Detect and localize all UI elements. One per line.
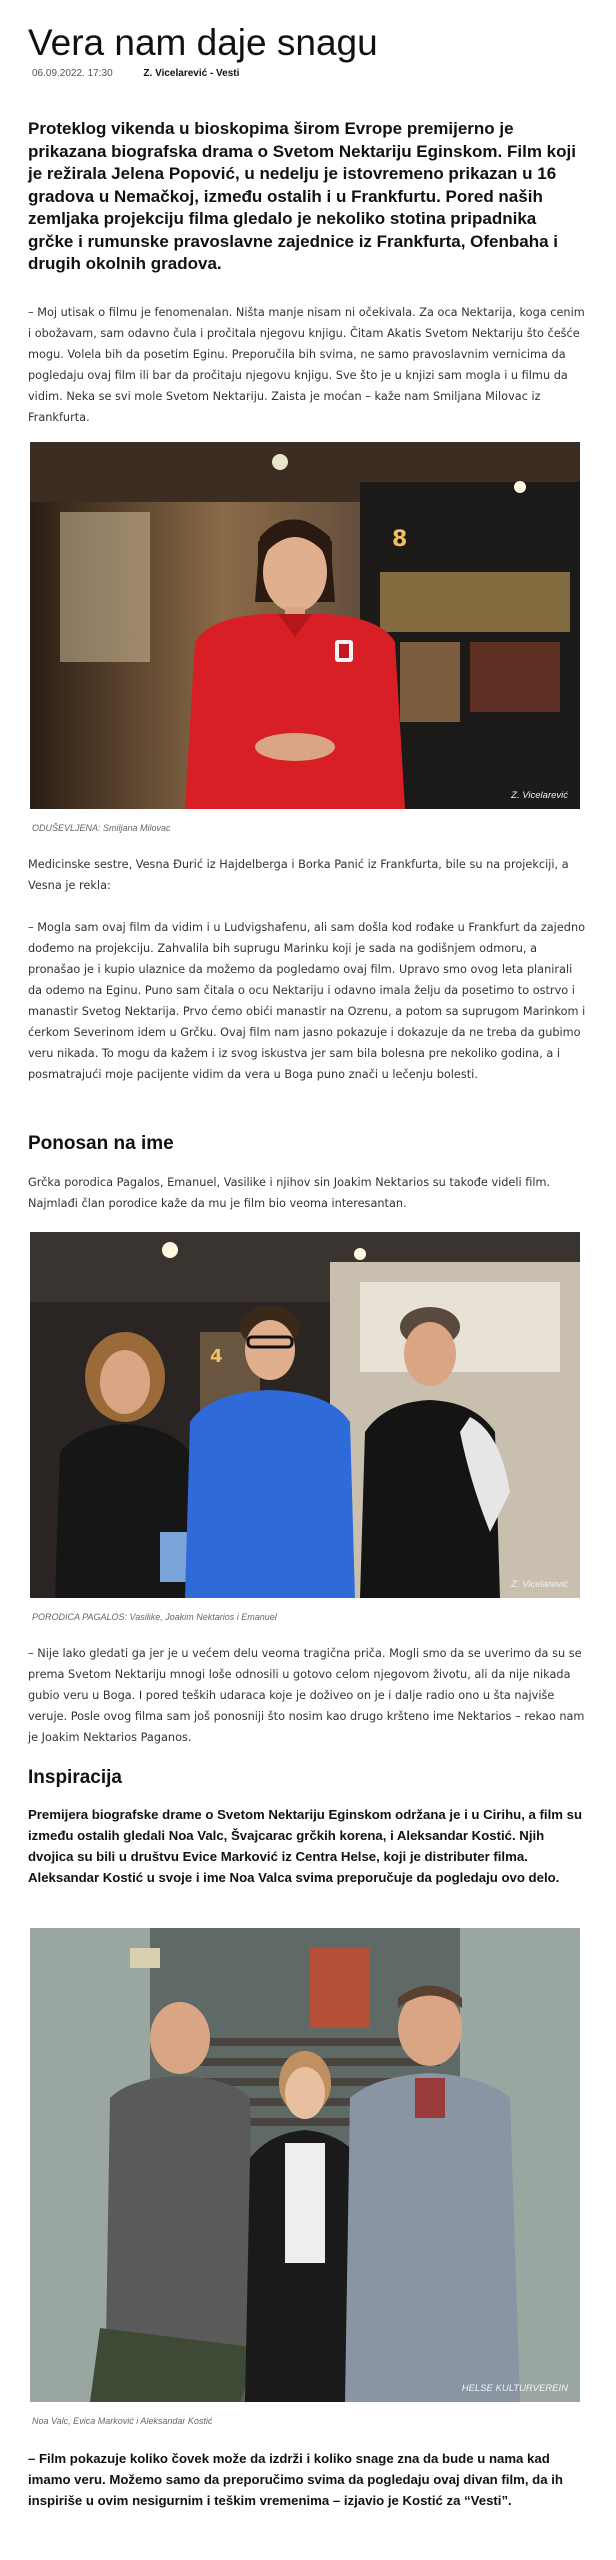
photo-valc-markovic-kostic bbox=[30, 1928, 580, 2402]
paragraph-2: Medicinske sestre, Vesna Đurić iz Hajdelberga i Borka Panić iz Frankfurta, bile su na projekciji, a Vesna je rekla: bbox=[28, 858, 569, 892]
photo-credit: HELSE KULTURVEREIN bbox=[461, 2383, 568, 2394]
paragraph-5: – Nije lako gledati ga jer je u većem delu veoma tragična priča. Mogli smo da se uverimo da su se prema Svetom Nektariju mnogi loše odnosili u gotovo celom njegovom životu, ali da nije nikada gubio veru u Boga. I pored teških udaraca koje je doživeo on je i dalje radio ono u šta najviše veruje. Posle ovog filma sam još ponosniji što nosim kao drugo kršteno ime Nektarios – rekao nam je Joakim Nektarios Paganos. bbox=[28, 1647, 585, 1744]
paragraph-3: – Mogla sam ovaj film da vidim i u Ludvigshafenu, ali sam došla kod rođake u Frankfurt da zajedno dođemo na projekciju. Zahvalila bih suprugu Marinku koji je sada na godišnjem odmoru, a pronašao je i kupio ulaznice da možemo da pogledamo ovaj film. Upravo smo ovog leta planirali da odemo na Eginu. Puno sam čitala o ocu Nektariju i odavno imala želju da posetimo to ostrvo i manastir Svetog Nektarija. Prvo ćemo obići manastir na Ozrenu, a potom sa suprugom Marinkom i ćerkom Severinom idem u Grčku. Ovaj film nam jasno pokazuje i dokazuje da ne treba da gubimo veru nikada. To mogu da kažem i iz svog iskustva jer sam bila bolesna pre nekoliko godina, a i posmatrajući moje pacijente vidim da vera u Boga puno znači u lečenju bolesti. bbox=[28, 921, 586, 1081]
section-lead-inspiracija: Premijera biografske drame o Svetom Nektariju Eginskom održana je i u Cirihu, a film su između ostalih gledali Noa Valc, Švajcarac grčkih korena, i Aleksandar Kostić. Njih dvojica su bili u društvu Evice Marković iz Centra Helse, koji je distributer filma. Aleksandar Kostić u svoje i ime Noa Valca svima preporučuje da pogledaju ovo delo. bbox=[28, 1807, 583, 1885]
cinema-hall-number: 8 bbox=[392, 527, 408, 552]
photo-credit: Z. Vicelarević bbox=[511, 1579, 568, 1590]
article-lead: Proteklog vikenda u bioskopima širom Evrope premijerno je prikazana biografska drama o Svetom Nektariju Eginskom. Film koji je režirala Jelena Popović, u nedelju je istovremeno prikazan u 16 gradova u Nemačkoj, između ostalih i u Frankfurtu. Pored naših zemljaka projekciju filma gledalo je nekoliko stotina pripadnika grčke i rumunske pravoslavne zajednice iz Frankfurta, Ofenbaha i drugih okolnih gradova. bbox=[28, 119, 576, 273]
photo-credit: Z. Vicelarević bbox=[511, 790, 568, 801]
paragraph-6: – Film pokazuje koliko čovek može da izdrži i koliko snage zna da bude u nama kad imamo veru. Možemo samo da preporučimo svima da pogledaju ovaj divan film, da ih inspiriše u ovim nesigurnim i teškim vremenima – izjavio je Kostić za “Vesti”. bbox=[28, 2451, 563, 2508]
article-date: 06.09.2022. 17:30 bbox=[32, 68, 113, 79]
article-title: Vera nam daje snagu bbox=[28, 22, 378, 63]
article-author: Z. Vicelarević - Vesti bbox=[143, 68, 240, 79]
cinema-hall-number: 4 bbox=[210, 1346, 223, 1367]
photo-caption: Noa Valc, Evica Marković i Aleksandar Kostić bbox=[32, 2416, 213, 2426]
article-meta bbox=[32, 68, 239, 79]
photo-pagalos-family bbox=[30, 1232, 580, 1598]
section-heading-ponosan: Ponosan na ime bbox=[28, 1133, 174, 1154]
photo-caption: ODUŠEVLJENA: Smiljana Milovac bbox=[32, 823, 171, 833]
photo-smiljana-milovac bbox=[30, 442, 580, 809]
section-heading-inspiracija: Inspiracija bbox=[28, 1767, 122, 1788]
paragraph-4: Grčka porodica Pagalos, Emanuel, Vasilike i njihov sin Joakim Nektarios su takođe videli film. Najmlađi član porodice kaže da mu je film bio veoma interesantan. bbox=[28, 1176, 551, 1210]
paragraph-1: – Moj utisak o filmu je fenomenalan. Ništa manje nisam ni očekivala. Za oca Nektarija, koga cenim i obožavam, sam odavno čula i pročitala njegovu knjigu. Čitam Akatis Svetom Nektariju što češće mogu. Volela bih da posetim Eginu. Preporučila bih svima, ne samo pravoslavnim vernicima da pogledaju ovaj film ili bar da pročitaju njegovu knjigu. Sve što je u knjizi sam mogla i u filmu da vidim. Neka se svi mole Svetom Nektariju. Zaista je moćan – kaže nam Smiljana Milovac iz Frankfurta. bbox=[28, 306, 585, 424]
photo-caption: PORODICA PAGALOS: Vasilike, Joakim Nektarios i Emanuel bbox=[32, 1612, 277, 1622]
